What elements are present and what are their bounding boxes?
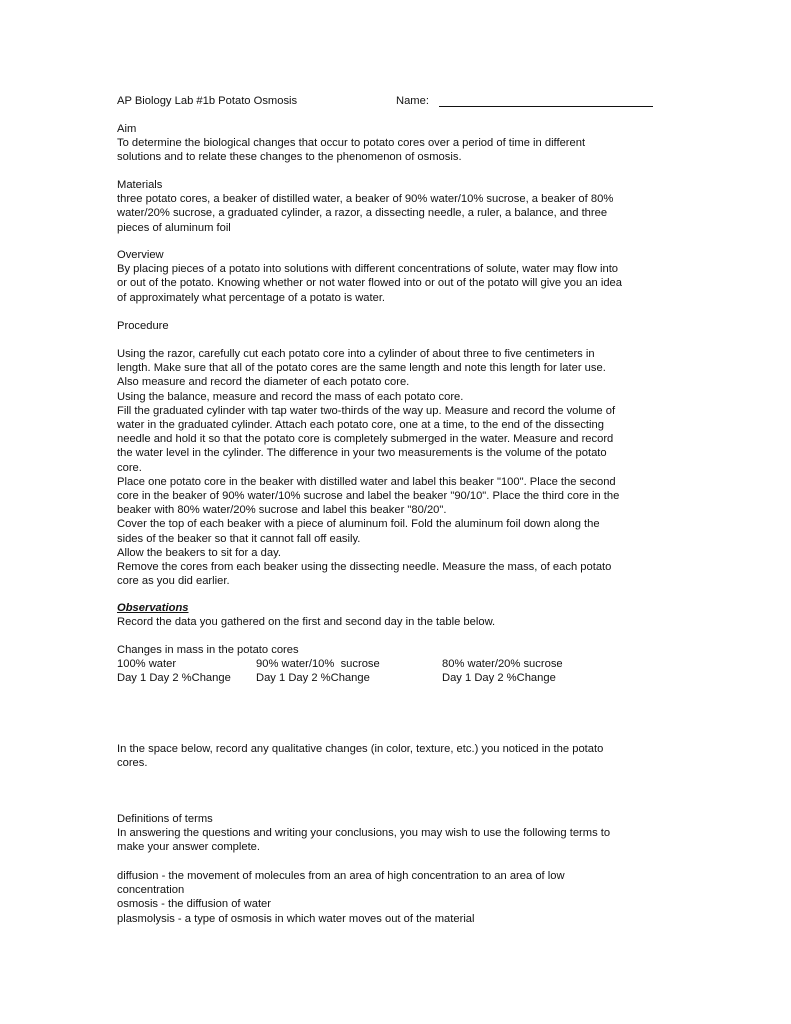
- procedure-text-line: Also measure and record the diameter of each potato core.: [117, 376, 410, 389]
- qualitative-section: [117, 742, 677, 770]
- column-header-90-10: 90% water/10% sucrose: [256, 658, 380, 670]
- term-line: diffusion - the movement of molecules from an area of high concentration to an area of low: [117, 870, 565, 882]
- document-title: AP Biology Lab #1b Potato Osmosis: [117, 95, 298, 107]
- column-subheader: Day 1 Day 2 %Change: [117, 672, 231, 685]
- observations-section: [117, 601, 677, 629]
- procedure-section: [117, 347, 677, 588]
- definitions-intro-line: In answering the questions and writing your conclusions, you may wish to use the following terms to: [117, 827, 611, 840]
- procedure-text-line: Allow the beakers to sit for a day.: [117, 546, 281, 559]
- overview-text-line: or out of the potato. Knowing whether or not water flowed into or out of the potato will give you an idea: [117, 277, 622, 290]
- procedure-text-line: the water level in the cylinder. The difference in your two measurements is the volume of the potato: [117, 447, 607, 460]
- procedure-text-line: core.: [117, 461, 142, 474]
- column-subheader: Day 1 Day 2 %Change: [442, 672, 556, 685]
- aim-heading: Aim: [117, 123, 137, 135]
- materials-text-line: three potato cores, a beaker of distilled water, a beaker of 90% water/10% sucrose, a beaker of 80%: [117, 193, 614, 206]
- procedure-text-line: Fill the graduated cylinder with tap water two-thirds of the way up. Measure and record the volume of: [117, 404, 616, 417]
- materials-text-line: water/20% sucrose, a graduated cylinder, a razor, a dissecting needle, a ruler, a balance, and three: [117, 207, 608, 220]
- materials-text-line: pieces of aluminum foil: [117, 221, 231, 234]
- observations-instruction: Record the data you gathered on the first and second day in the table below.: [117, 616, 496, 629]
- definitions-section: [117, 812, 677, 855]
- aim-text-line: To determine the biological changes that occur to potato cores over a period of time in different: [117, 137, 586, 150]
- name-label: Name:: [396, 95, 429, 107]
- procedure-text-line: core in the beaker of 90% water/10% sucrose and label the beaker "90/10". Place the third core in the: [117, 490, 620, 503]
- procedure-text-line: core as you did earlier.: [117, 575, 230, 588]
- procedure-heading: Procedure: [117, 320, 169, 332]
- term-line: osmosis - the diffusion of water: [117, 898, 272, 911]
- procedure-text-line: Using the balance, measure and record the mass of each potato core.: [117, 390, 464, 403]
- overview-text-line: By placing pieces of a potato into solutions with different concentrations of solute, water may flow into: [117, 263, 619, 276]
- column-header-100-water: 100% water: [117, 658, 177, 670]
- definitions-intro-line: make your answer complete.: [117, 841, 261, 854]
- qualitative-text-line: In the space below, record any qualitative changes (in color, texture, etc.) you noticed in the potato: [117, 743, 604, 755]
- table-title-block: [117, 643, 677, 657]
- table-title: Changes in mass in the potato cores: [117, 644, 299, 656]
- procedure-text-line: Using the razor, carefully cut each potato core into a cylinder of about three to five centimeters in: [117, 348, 595, 360]
- overview-text-line: of approximately what percentage of a potato is water.: [117, 291, 386, 304]
- procedure-text-line: Cover the top of each beaker with a piece of aluminum foil. Fold the aluminum foil down along the: [117, 518, 600, 531]
- procedure-text-line: Remove the cores from each beaker using the dissecting needle. Measure the mass, of each potato: [117, 561, 612, 574]
- column-subheader: Day 1 Day 2 %Change: [256, 672, 370, 685]
- procedure-text-line: sides of the beaker so that it cannot fall off easily.: [117, 532, 361, 545]
- procedure-text-line: length. Make sure that all of the potato cores are the same length and note this length for later use.: [117, 362, 606, 375]
- table-header-row: [117, 657, 677, 671]
- document-header: [117, 94, 677, 109]
- overview-heading: Overview: [117, 249, 164, 261]
- procedure-text-line: needle and hold it so that the potato core is completely submerged in the water. Measure and record: [117, 433, 614, 446]
- aim-section: [117, 122, 677, 165]
- overview-section: [117, 248, 677, 305]
- term-line: plasmolysis - a type of osmosis in which water moves out of the material: [117, 912, 475, 925]
- name-blank-line: [439, 106, 653, 107]
- definitions-heading: Definitions of terms: [117, 813, 213, 825]
- procedure-text-line: Place one potato core in the beaker with distilled water and label this beaker "100". Place the second: [117, 475, 616, 488]
- terms-list: [117, 869, 677, 926]
- qualitative-text-line: cores.: [117, 757, 148, 770]
- procedure-text-line: beaker with 80% water/20% sucrose and label this beaker "80/20".: [117, 504, 447, 517]
- mass-change-table: [117, 657, 677, 685]
- table-subheader-row: [117, 671, 677, 685]
- materials-heading: Materials: [117, 179, 163, 191]
- aim-text-line: solutions and to relate these changes to the phenomenon of osmosis.: [117, 151, 462, 164]
- procedure-text-line: water in the graduated cylinder. Attach each potato core, one at a time, to the end of the dissecting: [117, 419, 604, 432]
- procedure-heading-block: [117, 319, 677, 333]
- observations-heading: Observations: [117, 602, 189, 614]
- materials-section: [117, 178, 677, 235]
- term-line: concentration: [117, 884, 185, 897]
- column-header-80-20: 80% water/20% sucrose: [442, 658, 563, 670]
